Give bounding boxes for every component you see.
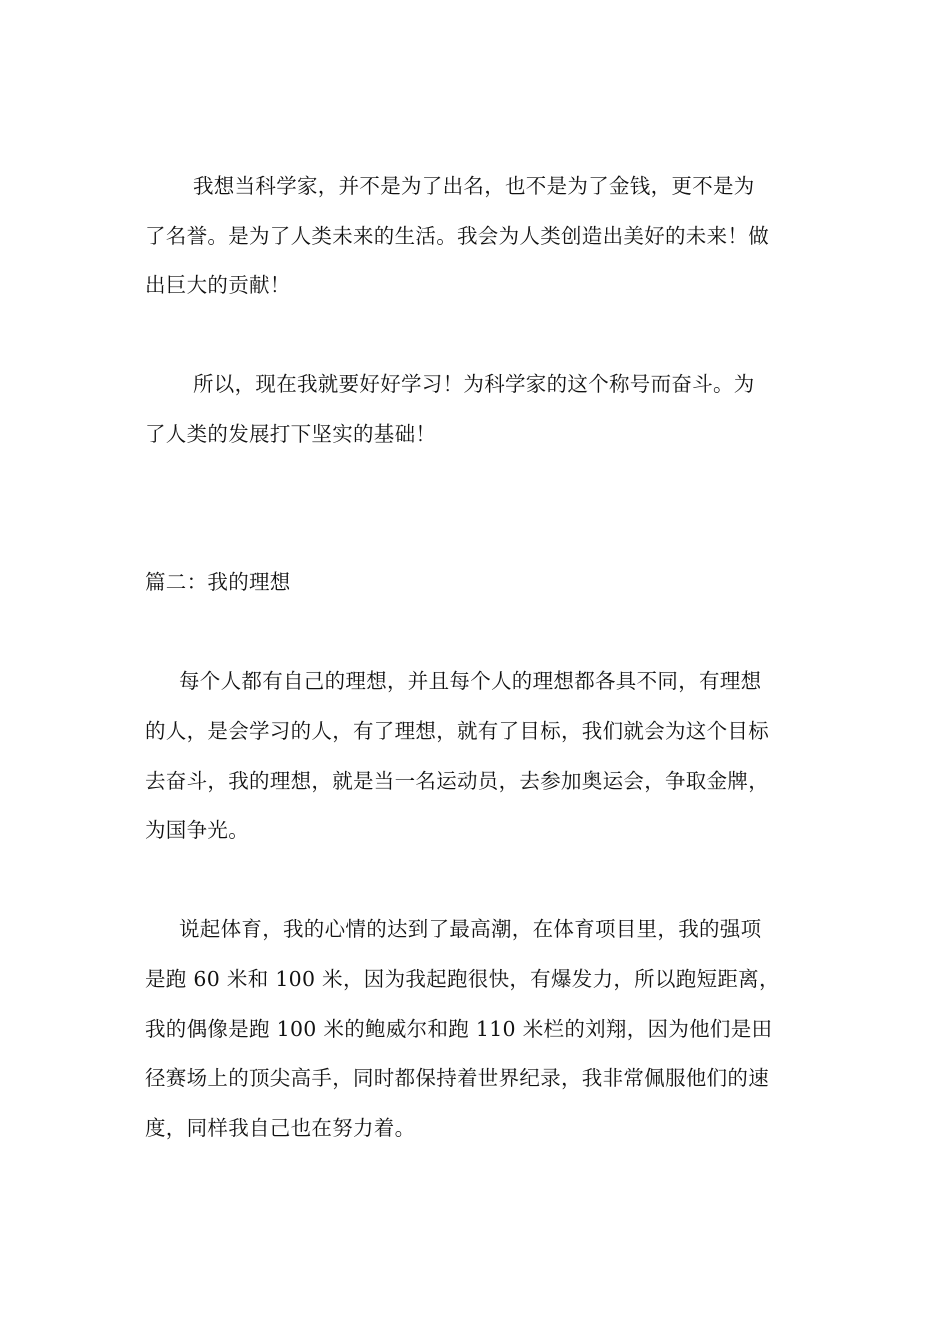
paragraph-3-line-3: 去奋斗，我的理想，就是当一名运动员，去参加奥运会，争取金牌， (145, 769, 769, 793)
paragraph-1-line-3: 出巨大的贡献！ (145, 273, 291, 297)
paragraph-1-line-2: 了名誉。是为了人类未来的生活。我会为人类创造出美好的未来！做 (145, 224, 769, 248)
paragraph-2-line-2: 了人类的发展打下坚实的基础！ (145, 422, 437, 446)
paragraph-4-line-3: 我的偶像是跑 100 米的鲍威尔和跑 110 米栏的刘翔，因为他们是田 (145, 1017, 773, 1041)
paragraph-4-line-4: 径赛场上的顶尖高手，同时都保持着世界纪录，我非常佩服他们的速 (145, 1066, 769, 1090)
paragraph-2-line-1: 所以，现在我就要好好学习！为科学家的这个称号而奋斗。为 (193, 372, 755, 396)
paragraph-3-line-1: 每个人都有自己的理想，并且每个人的理想都各具不同，有理想 (179, 669, 762, 693)
paragraph-3-line-4: 为国争光。 (145, 818, 249, 842)
paragraph-4-line-2: 是跑 60 米和 100 米，因为我起跑很快，有爆发力，所以跑短距离， (145, 967, 780, 991)
paragraph-4-line-5: 度，同样我自己也在努力着。 (145, 1116, 416, 1140)
paragraph-1-line-1: 我想当科学家，并不是为了出名，也不是为了金钱，更不是为 (193, 174, 755, 198)
paragraph-4-line-1: 说起体育，我的心情的达到了最高潮，在体育项目里，我的强项 (179, 917, 762, 941)
paragraph-3-line-2: 的人，是会学习的人，有了理想，就有了目标，我们就会为这个目标 (145, 719, 769, 743)
section-title: 篇二：我的理想 (145, 570, 291, 594)
